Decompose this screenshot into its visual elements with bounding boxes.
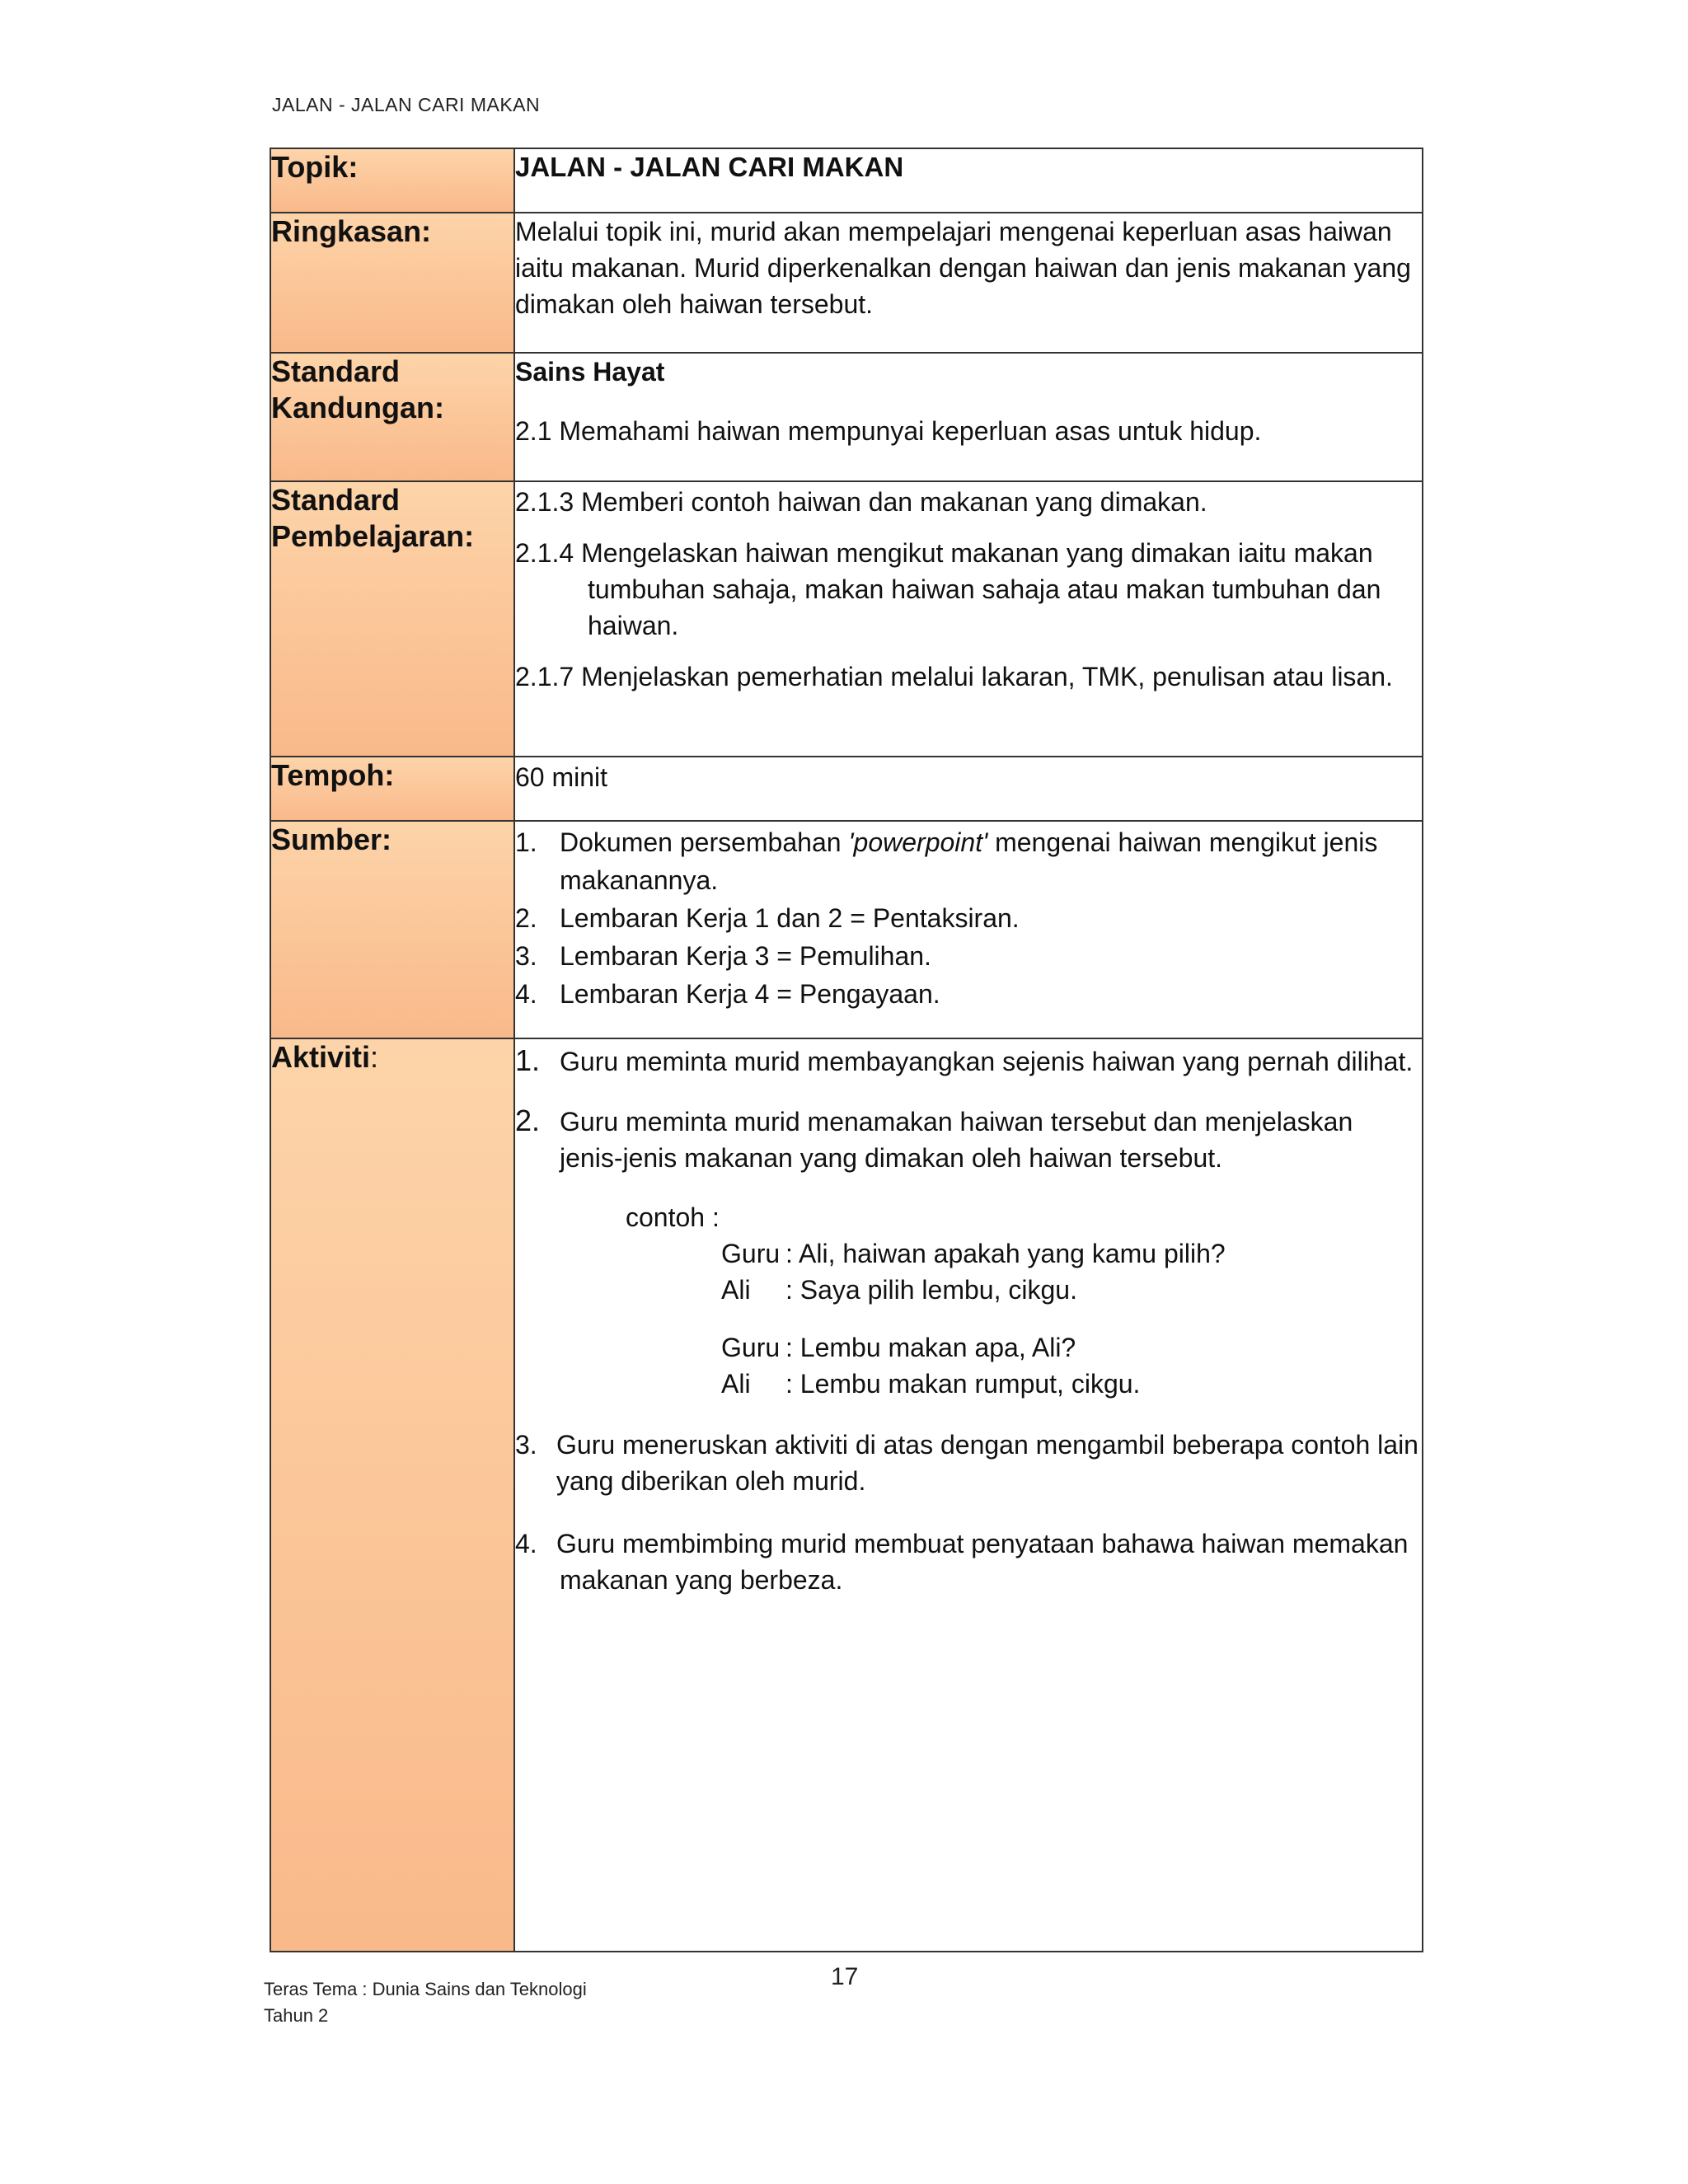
label-line: Pembelajaran: — [271, 519, 475, 553]
list-text: Lembaran Kerja 3 = Pemulihan. — [560, 941, 931, 971]
label-tempoh: Tempoh: — [270, 757, 514, 821]
label-text: Aktiviti — [271, 1040, 371, 1074]
aktiviti-item — [515, 1427, 1422, 1499]
list-item — [515, 937, 1422, 975]
label-standard-kandungan — [270, 353, 514, 481]
list-number: 4. — [515, 1529, 537, 1558]
row-standard-kandungan — [270, 353, 1423, 481]
dialog-speaker: Guru — [721, 1333, 781, 1362]
dialog-text: : Ali, haiwan apakah yang kamu pilih? — [785, 1239, 1226, 1268]
value-sumber — [514, 821, 1423, 1038]
dialog-text: : Saya pilih lembu, cikgu. — [785, 1275, 1077, 1305]
value-standard-kandungan — [514, 353, 1423, 481]
dialog-speaker: Guru — [721, 1239, 781, 1268]
row-aktiviti — [270, 1038, 1423, 1952]
list-text: Guru meneruskan aktiviti di atas dengan mengambil beberapa contoh lain yang diberikan oleh murid. — [556, 1430, 1418, 1496]
dialog-text: : Lembu makan apa, Ali? — [785, 1333, 1076, 1362]
dialog-block — [721, 1235, 1422, 1402]
dialog-line — [721, 1329, 1422, 1366]
dialog-line — [721, 1366, 1422, 1402]
lesson-plan-table — [270, 148, 1423, 1952]
kandungan-item: 2.1 Memahami haiwan mempunyai keperluan asas untuk hidup. — [515, 416, 1262, 446]
label-colon: : — [370, 1040, 379, 1074]
row-ringkasan — [270, 213, 1423, 353]
dialog-line — [721, 1272, 1422, 1308]
list-number: 2. — [515, 903, 537, 933]
row-tempoh — [270, 757, 1423, 821]
label-aktiviti — [270, 1038, 514, 1952]
row-topik — [270, 148, 1423, 213]
list-text: Guru membimbing murid membuat penyataan bahawa haiwan memakan makanan yang berbeza. — [556, 1529, 1409, 1595]
aktiviti-item — [515, 1526, 1422, 1598]
dialog-text: : Lembu makan rumput, cikgu. — [785, 1369, 1141, 1399]
pembelajaran-item: 2.1.3 Memberi contoh haiwan dan makanan yang dimakan. — [515, 487, 1207, 517]
footer-info — [264, 1976, 587, 2029]
value-ringkasan: Melalui topik ini, murid akan mempelajari mengenai keperluan asas haiwan iaitu makanan. Murid diperkenalkan dengan haiwan dan jenis makanan yang dimakan oleh haiwan tersebut. — [514, 213, 1423, 353]
label-standard-pembelajaran — [270, 481, 514, 757]
list-number: 1. — [515, 1043, 541, 1077]
value-aktiviti — [514, 1038, 1423, 1952]
footer-line: Tahun 2 — [264, 2005, 329, 2026]
list-item — [515, 975, 1422, 1013]
label-line: Kandungan: — [271, 391, 444, 424]
dialog-speaker: Ali — [721, 1275, 751, 1305]
label-line: Standard — [271, 354, 401, 388]
dialog-line — [721, 1235, 1422, 1272]
aktiviti-item — [515, 1103, 1422, 1176]
list-item — [515, 823, 1422, 899]
pembelajaran-item: 2.1.7 Menjelaskan pemerhatian melalui lakaran, TMK, penulisan atau lisan. — [515, 662, 1393, 691]
list-text: Guru meminta murid membayangkan sejenis haiwan yang pernah dilihat. — [560, 1047, 1414, 1076]
value-topik: JALAN - JALAN CARI MAKAN — [514, 148, 1423, 213]
page-number: 17 — [831, 1963, 859, 1990]
list-number: 3. — [515, 1430, 537, 1460]
running-title: JALAN - JALAN CARI MAKAN — [272, 94, 541, 115]
list-text: Lembaran Kerja 4 = Pengayaan. — [560, 979, 940, 1009]
example-label: contoh : — [626, 1202, 720, 1232]
label-line: Standard — [271, 483, 401, 517]
list-number: 2. — [515, 1104, 541, 1137]
list-text: Lembaran Kerja 1 dan 2 = Pentaksiran. — [560, 903, 1020, 933]
label-sumber: Sumber: — [270, 821, 514, 1038]
value-tempoh: 60 minit — [514, 757, 1423, 821]
list-number: 3. — [515, 941, 537, 971]
sumber-list — [515, 823, 1422, 1013]
aktiviti-item — [515, 1043, 1422, 1080]
list-number: 4. — [515, 979, 537, 1009]
kandungan-heading: Sains Hayat — [515, 357, 665, 387]
list-text: mengenai haiwan mengikut jenis makanannya. — [560, 827, 1378, 895]
row-sumber — [270, 821, 1423, 1038]
pembelajaran-item: 2.1.4 Mengelaskan haiwan mengikut makanan yang dimakan iaitu makan tumbuhan sahaja, makan haiwan sahaja atau makan tumbuhan dan haiwan. — [515, 538, 1381, 640]
row-standard-pembelajaran — [270, 481, 1423, 757]
dialog-speaker: Ali — [721, 1369, 751, 1399]
label-ringkasan: Ringkasan: — [270, 213, 514, 353]
value-standard-pembelajaran — [514, 481, 1423, 757]
list-text: Dokumen persembahan — [560, 827, 849, 857]
list-item — [515, 899, 1422, 937]
label-topik: Topik: — [270, 148, 514, 213]
list-text-italic: 'powerpoint' — [848, 827, 988, 857]
list-text: Guru meminta murid menamakan haiwan tersebut dan menjelaskan jenis-jenis makanan yang dimakan oleh haiwan tersebut. — [560, 1107, 1353, 1173]
list-number: 1. — [515, 827, 537, 857]
footer-line: Teras Tema : Dunia Sains dan Teknologi — [264, 1979, 587, 1999]
